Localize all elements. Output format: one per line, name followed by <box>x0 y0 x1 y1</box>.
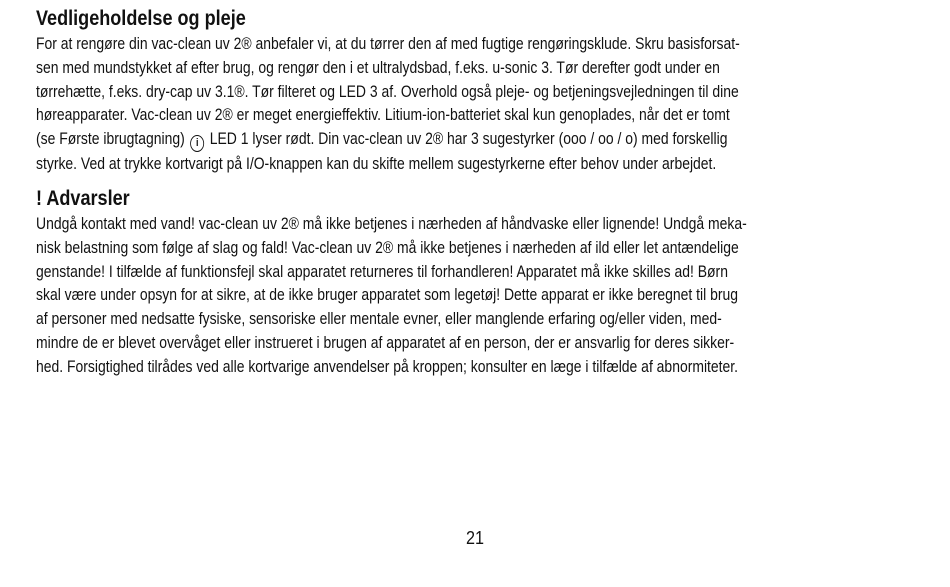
text-line: sen med mundstykket af efter brug, og rengør den i et ultralydsbad, f.eks. u-sonic 3. Tør derefter godt under en <box>36 57 720 77</box>
text-line: tørrehætte, f.eks. dry-cap uv 3.1®. Tør filteret og LED 3 af. Overhold også pleje- og betjeningsvejledningen til dine <box>36 81 739 101</box>
section-heading: ! Advarsler <box>36 186 130 210</box>
document-page <box>36 6 916 389</box>
paragraph-maintenance <box>36 32 916 176</box>
text-line: Undgå kontakt med vand! vac-clean uv 2® må ikke betjenes i nærheden af håndvaske eller lignende! Undgå meka- <box>36 213 747 233</box>
section-warnings <box>36 186 916 379</box>
text-line: styrke. Ved at trykke kortvarigt på I/O-knappen kan du skifte mellem sugestyrkerne efter behov under arbejdet. <box>36 154 717 174</box>
text-line: af personer med nedsatte fysiske, sensoriske eller mentale evner, eller manglende erfaring og/eller viden, med- <box>36 309 722 329</box>
section-heading: Vedligeholdelse og pleje <box>36 7 246 30</box>
text-line: For at rengøre din vac-clean uv 2® anbefaler vi, at du tørrer den af med fugtige rengøringsklude. Skru basisforsat- <box>36 34 740 53</box>
text-fragment: (se Første ibrugtagning) <box>36 129 185 149</box>
section-maintenance <box>36 6 916 176</box>
text-line <box>36 127 758 152</box>
page-number: 21 <box>465 528 485 548</box>
text-line: nisk belastning som følge af slag og fald! Vac-clean uv 2® må ikke betjenes i nærheden af ild eller let antændelige <box>36 237 739 257</box>
info-icon: i <box>190 135 204 152</box>
paragraph-warnings <box>36 212 916 379</box>
text-fragment: LED 1 lyser rødt. Din vac-clean uv 2® har 3 sugestyrker (ooo / oo / o) med forskellig <box>209 129 728 149</box>
text-line: høreapparater. Vac-clean uv 2® er meget energieffektiv. Litium-ion-batteriet skal kun genoplades, når det er tomt <box>36 105 730 125</box>
text-line: mindre de er blevet overvåget eller instrueret i brugen af apparatet af en person, der er ansvarlig for deres sikker- <box>36 332 735 352</box>
text-line: hed. Forsigtighed tilrådes ved alle kortvarige anvendelser på kroppen; konsulter en læge i tilfælde af abnormiteter. <box>36 356 739 376</box>
text-line: skal være under opsyn for at sikre, at de ikke bruger apparatet som legetøj! Dette apparat er ikke beregnet til brug <box>36 285 739 305</box>
text-line: genstande! I tilfælde af funktionsfejl skal apparatet returneres til forhandleren! Apparatet må ikke skilles ad! Børn <box>36 261 728 281</box>
